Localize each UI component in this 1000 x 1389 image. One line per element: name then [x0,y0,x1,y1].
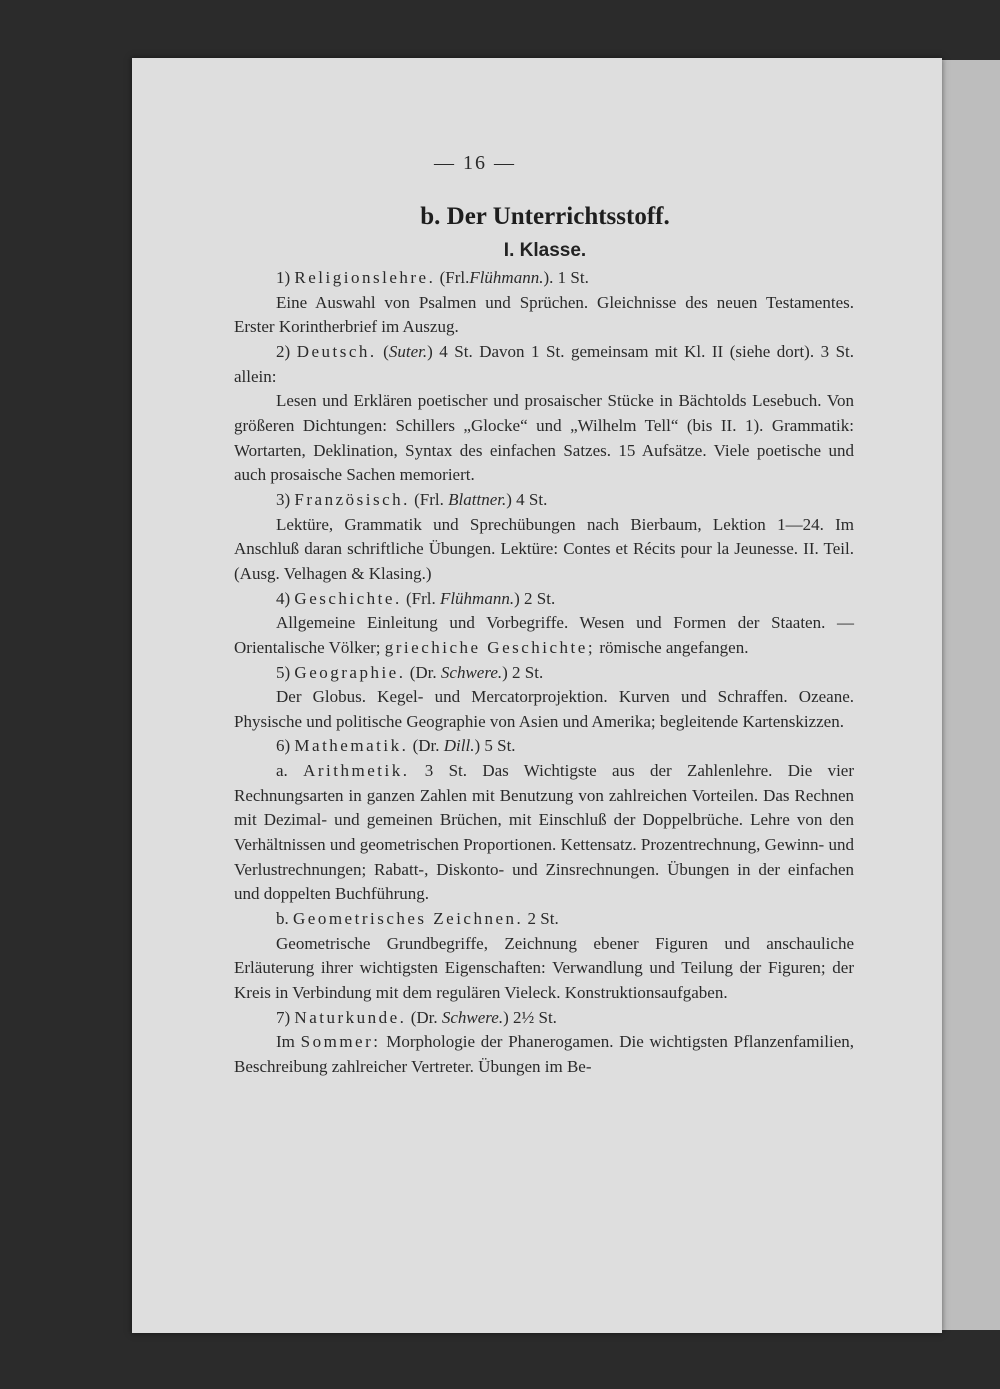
hours: 1 St. [557,268,589,287]
franzoesisch-body: Lektüre, Grammatik und Sprechübungen nach Bierbaum, Lektion 1—24. Im Anschluß daran schriftliche Übungen. Lektüre: Contes et Récits pour la Jeunesse. II. Teil. (Ausg. Velhagen & Klasing.) [234,514,854,583]
geometrie-heading: b. Geometrisches Zeichnen. 2 St. [276,909,559,929]
arithmetik-body: a. Arithmetik. 3 St. Das Wichtigste aus der Zahlenlehre. Die vier Rechnungsarten in ganzen Zahlen mit Benutzung von zahlreichen Vorteilen. Das Rechnen mit Dezimal- und gemeinen Brüchen, mit Einschluß der Doppelbrüche. Lehre von den Verhältnissen und geometrischen Proportionen. Kettensatz. Prozentrechnung, Gewinn- und Verlustrechnungen; Rabatt-, Diskonto- und Zinsrechnungen. Übungen in der einfachen und doppelten Buchführung. [234,761,855,904]
geographie-heading: 5) Geographie. (Dr. Schwere.) 2 St. [276,662,544,682]
geometrie-body: Geometrische Grundbegriffe, Zeichnung ebener Figuren und anschauliche Erläuterung ihrer wichtigsten Eigenschaften: Verwandlung und Teilung der Figuren; der Kreis in Verbindung mit dem regulären Vieleck. Konstruktionsaufgaben. [234,933,854,1003]
naturkunde-body: Im Sommer: Morphologie der Phanerogamen. Die wichtigsten Pflanzenfamilien, Beschreibung zahlreicher Vertreter. Übungen im Be- [234,1032,854,1076]
teacher-name: Suter. [388,341,428,361]
hours: 2 St. [524,588,556,608]
hours: 4 St. [516,489,548,509]
naturkunde-heading: 7) Naturkunde. (Dr. Schwere.) 2½ St. [276,1007,557,1027]
teacher-name: Flühmann. [469,268,544,287]
section-heading: b. Der Unterrichtsstoff. [420,203,670,230]
geschichte-heading: 4) Geschichte. (Frl. Flühmann.) 2 St. [276,588,556,608]
deutsch-heading: 2) Deutsch. (Suter.) 4 St. Davon 1 St. gemeinsam mit Kl. II (siehe dort). 3 St. allein: [234,341,855,386]
subject-name: Naturkunde. [294,1007,407,1027]
hours: 2 St. [527,909,559,929]
geschichte-body: Allgemeine Einleitung und Vorbegriffe. Wesen und Formen der Staaten. — Orientalische Völker; griechiche Geschichte; römische angefangen. [234,613,854,657]
hours: 5 St. [484,736,516,756]
deutsch-body: Lesen und Erklären poetischer und prosaischer Stücke in Bächtolds Lesebuch. Von größeren Dichtungen: Schillers „Glocke“ und „Wilhelm Tell“ (bis II. 1). Grammatik: Wortarten, Deklination, Syntax des einfachen Satzes. 15 Aufsätze. Viele poetische und auch prosaische Sachen memoriert. [234,391,854,485]
teacher-name: Blattner. [448,489,507,509]
teacher-name: Flühmann. [439,588,515,608]
page-number: — 16 — [434,152,516,174]
subject-name: Deutsch. [296,341,377,361]
teacher-name: Schwere. [440,662,503,682]
body-text [234,266,854,1080]
geographie-body: Der Globus. Kegel- und Mercatorprojektion. Kurven und Schraffen. Ozeane. Physische und politische Geographie von Asien und Amerika; begleitende Kartenskizzen. [234,687,854,731]
teacher-name: Schwere. [441,1007,504,1027]
franzoesisch-heading: 3) Französisch. (Frl. Blattner.) 4 St. [276,489,548,509]
subject-name: Religionslehre. [294,268,436,287]
hours: 2 St. [512,662,544,682]
subject-name: Geschichte. [294,588,402,608]
subject-name: Französisch. [294,489,410,509]
class-heading: I. Klasse. [503,240,587,261]
subject-name: Mathematik. [294,736,409,756]
religion-body: Eine Auswahl von Psalmen und Sprüchen. Gleichnisse des neuen Testamentes. Erster Korintherbrief im Auszug. [234,292,854,337]
mathematik-heading: 6) Mathematik. (Dr. Dill.) 5 St. [276,736,516,756]
teacher-name: Dill. [443,736,475,756]
religion-heading: 1) Religionslehre. (Frl.Flühmann.). 1 St. [276,268,589,287]
subject-name: Geometrisches Zeichnen. [293,909,524,929]
subject-name: Geographie. [294,662,406,682]
hours: 2½ St. [513,1007,557,1027]
subject-name: Arithmetik. [303,761,410,781]
